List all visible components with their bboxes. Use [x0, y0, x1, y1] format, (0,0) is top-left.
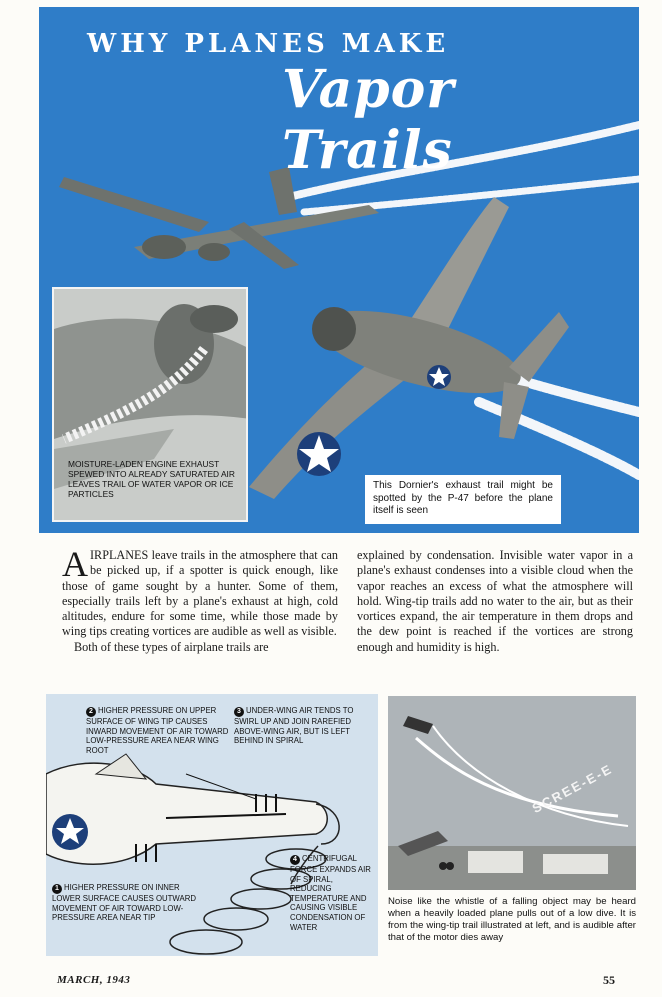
- inset-caption: MOISTURE-LADEN ENGINE EXHAUST SPEWED INTO ALREADY SATURATED AIR LEAVES TRAIL OF WATER VAPOR OR ICE PARTICLES: [68, 459, 235, 499]
- title-main: Vapor Trails: [282, 59, 455, 181]
- label-2-number: 2: [86, 707, 96, 717]
- page-number: 55: [603, 973, 615, 987]
- diagram-label-3: [234, 706, 374, 746]
- sound-text: SCREE-E-E: [529, 761, 616, 816]
- dive-illustration: [388, 696, 636, 890]
- diagram-label-4: [290, 854, 376, 932]
- article-paragraph-3: explained by condensation. Invisible water vapor in a plane's exhaust condenses into a visible cloud when the vapor reaches an excess of what the atmosphere will hold. Wing-tip trails add no water to the air, but as their vortices expand, the air temperature in them drops and the dew point is reached if the vortices are strong enough and humidity is high.: [357, 548, 633, 654]
- label-2-text: HIGHER PRESSURE ON UPPER SURFACE OF WING TIP CAUSES INWARD MOVEMENT OF AIR TOWARD LOW-PRESSURE AREA NEAR WING ROOT: [86, 706, 229, 755]
- plane-callout: This Dornier's exhaust trail might be spotted by the P-47 before the plane itself is seen: [365, 475, 561, 524]
- label-3-number: 3: [234, 707, 244, 717]
- wingtip-diagram: [46, 694, 378, 956]
- diagram-label-1: [52, 883, 202, 923]
- article-left-column: [62, 544, 338, 655]
- label-1-number: 1: [52, 884, 62, 894]
- article-paragraph-2: Both of these types of airplane trails are: [74, 639, 269, 654]
- title-top: WHY PLANES MAKE: [87, 29, 450, 59]
- article-paragraph-1: [62, 544, 338, 640]
- dive-caption: Noise like the whistle of a falling object may be heard when a heavily loaded plane pulls out of a low dive. It is from the wing-tip trail illustrated at left, and is audible after that of the motor dies away: [388, 896, 636, 943]
- drop-cap: A: [62, 544, 88, 584]
- label-1-text: HIGHER PRESSURE ON INNER LOWER SURFACE CAUSES OUTWARD MOVEMENT OF AIR TOWARD LOW-PRESSURE AREA NEAR TIP: [52, 883, 196, 923]
- issue-date: MARCH, 1943: [57, 974, 131, 986]
- label-4-text: CENTRIFUGAL FORCE EXPANDS AIR OF SPIRAL, REDUCING TEMPERATURE AND CAUSING VISIBLE CONDENSATION OF WATER: [290, 854, 371, 932]
- dive-drawing: [388, 696, 636, 890]
- label-3-text: UNDER-WING AIR TENDS TO SWIRL UP AND JOIN RAREFIED ABOVE-WING AIR, BUT IS LEFT BEHIND IN SPIRAL: [234, 706, 354, 746]
- hero-illustration: [39, 7, 639, 533]
- label-4-number: 4: [290, 855, 300, 865]
- engine-inset: [52, 287, 248, 522]
- dornier-plane: [59, 167, 379, 269]
- article-right-column: [357, 548, 633, 655]
- p47-plane: [249, 197, 569, 499]
- paragraph-1-text: IRPLANES leave trails in the atmosphere that can be picked up, if a spotter is quick enough, like those of game sought by a hunter. Some of them, especially trails left by a plane's exhaust at high, cold altitudes, endure for some time, while those made by wing tips creating vortices are audible as well as visible.: [62, 548, 338, 639]
- diagram-label-2: [86, 706, 236, 755]
